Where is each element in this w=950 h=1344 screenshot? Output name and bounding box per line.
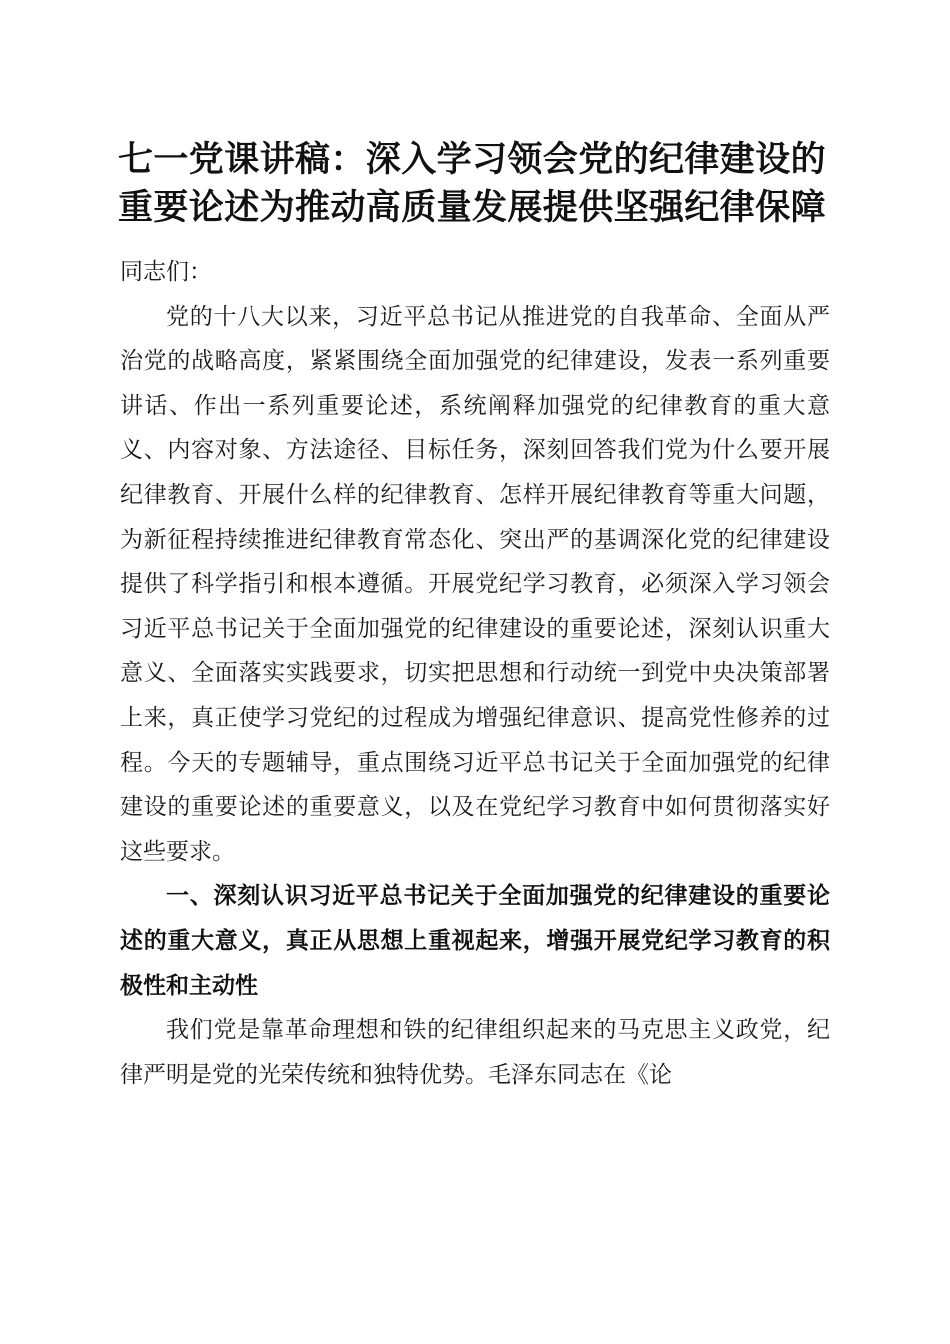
title-line-2: 重要论述为推动高质量发展提供坚强纪律保障	[118, 187, 827, 228]
document-title	[118, 136, 832, 232]
document-body	[120, 250, 830, 1097]
title-line-1: 七一党课讲稿：深入学习领会党的纪律建设的	[118, 139, 827, 180]
body-paragraph-1: 党的十八大以来，习近平总书记从推进党的自我革命、全面从严治党的战略高度，紧紧围绕全面加强党的纪律建设，发表一系列重要讲话、作出一系列重要论述，系统阐释加强党的纪律教育的重大意义、内容对象、方法途径、目标任务，深刻回答我们党为什么要开展纪律教育、开展什么样的纪律教育、怎样开展纪律教育等重大问题，为新征程持续推进纪律教育常态化、突出严的基调深化党的纪律建设提供了科学指引和根本遵循。开展党纪学习教育，必须深入学习领会习近平总书记关于全面加强党的纪律建设的重要论述，深刻认识重大意义、全面落实实践要求，切实把思想和行动统一到党中央决策部署上来，真正使学习党纪的过程成为增强纪律意识、提高党性修养的过程。今天的专题辅导，重点围绕习近平总书记关于全面加强党的纪律建设的重要论述的重要意义，以及在党纪学习教育中如何贯彻落实好这些要求。	[120, 303, 830, 865]
section-heading-1: 一、深刻认识习近平总书记关于全面加强党的纪律建设的重要论述的重大意义，真正从思想上重视起来，增强开展党纪学习教育的积极性和主动性	[120, 883, 830, 999]
body-paragraph-2: 我们党是靠革命理想和铁的纪律组织起来的马克思主义政党，纪律严明是党的光荣传统和独特优势。毛泽东同志在《论	[120, 1017, 830, 1088]
salutation: 同志们：	[120, 259, 212, 285]
